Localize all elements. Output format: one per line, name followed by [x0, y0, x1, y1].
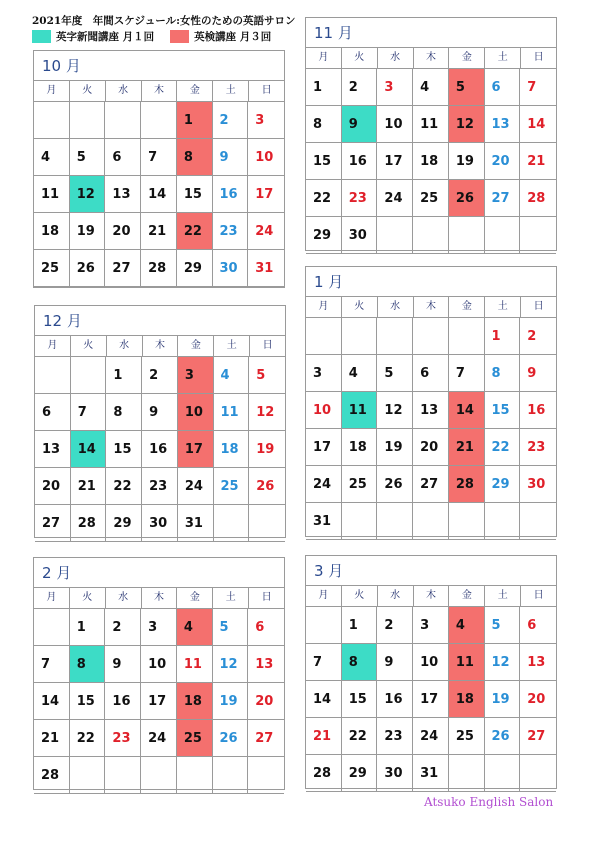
day-cell: 6 — [35, 394, 71, 431]
day-cell: 18 — [214, 431, 250, 468]
day-cell: 27 — [248, 720, 284, 757]
footer-brand: Atsuko English Salon — [424, 795, 554, 809]
day-cell: 16 — [377, 681, 413, 718]
day-cell: 18 — [177, 683, 213, 720]
day-cell: 5 — [213, 609, 249, 646]
day-grid — [35, 357, 285, 542]
empty-cell — [306, 607, 342, 644]
legend-label-shinbun: 英字新聞講座 月１回 — [56, 31, 155, 43]
day-cell: 15 — [106, 431, 142, 468]
day-cell: 19 — [70, 213, 106, 250]
day-cell: 5 — [449, 69, 485, 106]
weekday-label: 水 — [378, 48, 414, 68]
empty-cell — [141, 757, 177, 794]
weekday-label: 金 — [449, 297, 485, 317]
month-title: 3 月 — [306, 556, 556, 586]
weekday-label: 水 — [378, 297, 414, 317]
day-cell: 12 — [70, 176, 106, 213]
day-cell: 20 — [105, 213, 141, 250]
empty-cell — [520, 755, 556, 792]
day-cell: 7 — [449, 355, 485, 392]
day-cell: 20 — [35, 468, 71, 505]
weekday-label: 土 — [213, 588, 249, 608]
day-cell: 22 — [106, 468, 142, 505]
day-cell: 14 — [34, 683, 70, 720]
empty-cell — [105, 102, 141, 139]
day-cell: 14 — [306, 681, 342, 718]
day-cell: 28 — [34, 757, 70, 794]
legend-swatch-eiken — [170, 30, 189, 43]
day-cell: 9 — [105, 646, 141, 683]
day-cell: 6 — [520, 607, 556, 644]
day-cell: 26 — [70, 250, 106, 287]
empty-cell — [342, 318, 378, 355]
legend-swatch-shinbun — [32, 30, 51, 43]
day-cell: 10 — [377, 106, 413, 143]
day-cell: 28 — [141, 250, 177, 287]
empty-cell — [177, 757, 213, 794]
day-cell: 21 — [34, 720, 70, 757]
empty-cell — [449, 217, 485, 254]
day-cell: 27 — [35, 505, 71, 542]
day-cell: 9 — [377, 644, 413, 681]
empty-cell — [34, 609, 70, 646]
calendar-march — [305, 555, 557, 789]
day-cell: 26 — [485, 718, 521, 755]
day-cell: 29 — [306, 217, 342, 254]
empty-cell — [71, 357, 107, 394]
day-cell: 11 — [342, 392, 378, 429]
day-cell: 10 — [413, 644, 449, 681]
day-cell: 19 — [449, 143, 485, 180]
day-cell: 10 — [306, 392, 342, 429]
empty-cell — [413, 503, 449, 540]
weekday-label: 木 — [414, 48, 450, 68]
day-cell: 31 — [413, 755, 449, 792]
empty-cell — [377, 217, 413, 254]
day-cell: 22 — [306, 180, 342, 217]
day-cell: 17 — [178, 431, 214, 468]
empty-cell — [35, 357, 71, 394]
weekday-label: 火 — [70, 588, 106, 608]
weekday-label: 土 — [485, 48, 521, 68]
day-cell: 26 — [449, 180, 485, 217]
day-cell: 15 — [177, 176, 213, 213]
calendar-november — [305, 17, 557, 251]
day-grid — [34, 102, 284, 287]
weekday-label: 火 — [70, 81, 106, 101]
day-cell: 7 — [141, 139, 177, 176]
day-cell: 26 — [377, 466, 413, 503]
day-cell: 21 — [449, 429, 485, 466]
day-cell: 8 — [177, 139, 213, 176]
empty-cell — [342, 503, 378, 540]
day-cell: 2 — [342, 69, 378, 106]
day-cell: 27 — [485, 180, 521, 217]
empty-cell — [449, 503, 485, 540]
weekday-label: 水 — [106, 588, 142, 608]
day-cell: 23 — [377, 718, 413, 755]
weekday-label: 土 — [213, 81, 249, 101]
day-cell: 29 — [177, 250, 213, 287]
day-cell: 19 — [485, 681, 521, 718]
weekday-label: 日 — [261, 85, 272, 96]
day-cell: 22 — [177, 213, 213, 250]
weekday-header — [34, 588, 284, 609]
day-cell: 2 — [142, 357, 178, 394]
day-cell: 12 — [449, 106, 485, 143]
month-title: 11 月 — [306, 18, 556, 48]
day-cell: 24 — [178, 468, 214, 505]
day-cell: 5 — [485, 607, 521, 644]
day-cell: 20 — [485, 143, 521, 180]
month-title: 1 月 — [306, 267, 556, 297]
day-cell: 3 — [306, 355, 342, 392]
calendar-october — [33, 50, 285, 288]
day-cell: 3 — [178, 357, 214, 394]
day-cell: 11 — [449, 644, 485, 681]
day-cell: 20 — [248, 683, 284, 720]
day-cell: 22 — [70, 720, 106, 757]
day-cell: 5 — [249, 357, 285, 394]
day-cell: 1 — [177, 102, 213, 139]
day-cell: 21 — [306, 718, 342, 755]
day-cell: 24 — [413, 718, 449, 755]
day-cell: 20 — [520, 681, 556, 718]
weekday-label: 水 — [378, 586, 414, 606]
day-cell: 4 — [177, 609, 213, 646]
day-cell: 24 — [377, 180, 413, 217]
day-cell: 24 — [306, 466, 342, 503]
day-cell: 16 — [520, 392, 556, 429]
day-cell: 12 — [377, 392, 413, 429]
weekday-label: 水 — [106, 81, 142, 101]
empty-cell — [485, 503, 521, 540]
day-cell: 4 — [449, 607, 485, 644]
day-cell: 6 — [413, 355, 449, 392]
day-cell: 18 — [449, 681, 485, 718]
day-cell: 28 — [449, 466, 485, 503]
day-cell: 16 — [142, 431, 178, 468]
empty-cell — [105, 757, 141, 794]
day-cell: 13 — [35, 431, 71, 468]
day-cell: 19 — [213, 683, 249, 720]
day-cell: 13 — [248, 646, 284, 683]
empty-cell — [377, 318, 413, 355]
day-cell: 4 — [214, 357, 250, 394]
weekday-header — [306, 586, 556, 607]
calendar-january — [305, 266, 557, 537]
day-cell: 1 — [306, 69, 342, 106]
day-cell: 13 — [485, 106, 521, 143]
day-cell: 27 — [413, 466, 449, 503]
weekday-label: 日 — [533, 590, 544, 601]
day-cell: 8 — [70, 646, 106, 683]
weekday-label: 日 — [533, 52, 544, 63]
day-cell: 5 — [377, 355, 413, 392]
day-cell: 21 — [141, 213, 177, 250]
day-cell: 8 — [342, 644, 378, 681]
day-cell: 28 — [520, 180, 556, 217]
month-title: 10 月 — [34, 51, 284, 81]
day-cell: 30 — [142, 505, 178, 542]
day-cell: 11 — [214, 394, 250, 431]
day-cell: 7 — [71, 394, 107, 431]
weekday-header — [306, 48, 556, 69]
day-cell: 1 — [342, 607, 378, 644]
day-cell: 17 — [248, 176, 284, 213]
day-cell: 18 — [34, 213, 70, 250]
day-cell: 21 — [520, 143, 556, 180]
day-cell: 27 — [105, 250, 141, 287]
legend — [32, 29, 271, 44]
day-cell: 12 — [249, 394, 285, 431]
weekday-label: 土 — [485, 586, 521, 606]
day-cell: 25 — [449, 718, 485, 755]
day-cell: 12 — [213, 646, 249, 683]
weekday-header — [306, 297, 556, 318]
day-cell: 9 — [213, 139, 249, 176]
day-cell: 31 — [306, 503, 342, 540]
day-cell: 19 — [377, 429, 413, 466]
day-cell: 3 — [141, 609, 177, 646]
day-cell: 14 — [520, 106, 556, 143]
day-cell: 14 — [71, 431, 107, 468]
day-grid — [306, 318, 556, 540]
weekday-label: 火 — [71, 336, 107, 356]
day-cell: 13 — [413, 392, 449, 429]
day-cell: 23 — [342, 180, 378, 217]
empty-cell — [214, 505, 250, 542]
empty-cell — [449, 755, 485, 792]
weekday-label: 土 — [485, 297, 521, 317]
legend-label-eiken: 英検講座 月３回 — [194, 31, 272, 43]
empty-cell — [70, 102, 106, 139]
day-cell: 25 — [177, 720, 213, 757]
day-cell: 24 — [248, 213, 284, 250]
day-cell: 7 — [306, 644, 342, 681]
day-cell: 11 — [34, 176, 70, 213]
weekday-header — [34, 81, 284, 102]
day-cell: 16 — [342, 143, 378, 180]
day-cell: 17 — [413, 681, 449, 718]
day-cell: 23 — [105, 720, 141, 757]
day-cell: 10 — [178, 394, 214, 431]
empty-cell — [306, 318, 342, 355]
day-cell: 24 — [141, 720, 177, 757]
day-cell: 16 — [105, 683, 141, 720]
weekday-label: 月 — [34, 81, 70, 101]
day-cell: 1 — [70, 609, 106, 646]
weekday-label: 月 — [35, 336, 71, 356]
day-cell: 2 — [520, 318, 556, 355]
day-cell: 16 — [213, 176, 249, 213]
day-cell: 31 — [178, 505, 214, 542]
weekday-label: 金 — [449, 48, 485, 68]
day-cell: 25 — [214, 468, 250, 505]
weekday-label: 月 — [34, 588, 70, 608]
calendar-february — [33, 557, 285, 790]
empty-cell — [413, 318, 449, 355]
day-cell: 26 — [249, 468, 285, 505]
day-grid — [34, 609, 284, 794]
empty-cell — [485, 755, 521, 792]
day-cell: 22 — [485, 429, 521, 466]
weekday-label: 金 — [178, 336, 214, 356]
day-cell: 29 — [106, 505, 142, 542]
weekday-label: 金 — [177, 81, 213, 101]
empty-cell — [34, 102, 70, 139]
day-cell: 28 — [306, 755, 342, 792]
weekday-label: 日 — [533, 301, 544, 312]
day-cell: 13 — [105, 176, 141, 213]
empty-cell — [449, 318, 485, 355]
day-cell: 29 — [342, 755, 378, 792]
day-cell: 13 — [520, 644, 556, 681]
day-cell: 11 — [177, 646, 213, 683]
day-cell: 14 — [141, 176, 177, 213]
day-cell: 23 — [142, 468, 178, 505]
day-cell: 6 — [485, 69, 521, 106]
day-cell: 17 — [141, 683, 177, 720]
weekday-label: 土 — [214, 336, 250, 356]
day-cell: 30 — [520, 466, 556, 503]
day-cell: 26 — [213, 720, 249, 757]
day-cell: 25 — [34, 250, 70, 287]
day-cell: 21 — [71, 468, 107, 505]
day-cell: 22 — [342, 718, 378, 755]
empty-cell — [520, 217, 556, 254]
day-cell: 3 — [377, 69, 413, 106]
weekday-label: 木 — [142, 81, 178, 101]
weekday-label: 火 — [342, 586, 378, 606]
calendar-december — [34, 305, 286, 538]
day-cell: 7 — [520, 69, 556, 106]
day-cell: 30 — [213, 250, 249, 287]
weekday-label: 木 — [414, 297, 450, 317]
weekday-label: 水 — [107, 336, 143, 356]
day-cell: 25 — [413, 180, 449, 217]
day-cell: 9 — [520, 355, 556, 392]
weekday-label: 金 — [177, 588, 213, 608]
weekday-header — [35, 336, 285, 357]
day-cell: 10 — [248, 139, 284, 176]
day-cell: 18 — [342, 429, 378, 466]
day-cell: 1 — [106, 357, 142, 394]
day-cell: 25 — [342, 466, 378, 503]
day-cell: 7 — [34, 646, 70, 683]
day-cell: 6 — [105, 139, 141, 176]
weekday-label: 月 — [306, 48, 342, 68]
day-cell: 15 — [485, 392, 521, 429]
empty-cell — [485, 217, 521, 254]
day-cell: 23 — [213, 213, 249, 250]
day-cell: 11 — [413, 106, 449, 143]
weekday-label: 木 — [143, 336, 179, 356]
weekday-label: 金 — [449, 586, 485, 606]
day-cell: 17 — [377, 143, 413, 180]
empty-cell — [70, 757, 106, 794]
day-cell: 8 — [106, 394, 142, 431]
day-cell: 17 — [306, 429, 342, 466]
weekday-label: 月 — [306, 297, 342, 317]
empty-cell — [248, 757, 284, 794]
day-cell: 9 — [342, 106, 378, 143]
day-cell: 3 — [248, 102, 284, 139]
day-cell: 8 — [485, 355, 521, 392]
empty-cell — [413, 217, 449, 254]
day-cell: 4 — [342, 355, 378, 392]
day-cell: 4 — [34, 139, 70, 176]
weekday-label: 木 — [142, 588, 178, 608]
weekday-label: 火 — [342, 48, 378, 68]
day-cell: 5 — [70, 139, 106, 176]
page-title: 2021年度 年間スケジュール:女性のための英語サロン — [32, 15, 296, 27]
weekday-label: 木 — [414, 586, 450, 606]
day-cell: 27 — [520, 718, 556, 755]
day-cell: 15 — [70, 683, 106, 720]
day-cell: 19 — [249, 431, 285, 468]
month-title: 12 月 — [35, 306, 285, 336]
day-cell: 9 — [142, 394, 178, 431]
day-cell: 14 — [449, 392, 485, 429]
day-cell: 2 — [377, 607, 413, 644]
weekday-label: 火 — [342, 297, 378, 317]
empty-cell — [249, 505, 285, 542]
empty-cell — [377, 503, 413, 540]
day-cell: 30 — [377, 755, 413, 792]
day-cell: 12 — [485, 644, 521, 681]
day-cell: 6 — [248, 609, 284, 646]
empty-cell — [141, 102, 177, 139]
day-cell: 23 — [520, 429, 556, 466]
day-cell: 29 — [485, 466, 521, 503]
day-cell: 31 — [248, 250, 284, 287]
day-cell: 4 — [413, 69, 449, 106]
day-cell: 30 — [342, 217, 378, 254]
day-cell: 2 — [213, 102, 249, 139]
day-cell: 15 — [342, 681, 378, 718]
day-cell: 18 — [413, 143, 449, 180]
day-cell: 10 — [141, 646, 177, 683]
weekday-label: 日 — [261, 592, 272, 603]
day-grid — [306, 607, 556, 792]
day-cell: 2 — [105, 609, 141, 646]
weekday-label: 月 — [306, 586, 342, 606]
day-cell: 20 — [413, 429, 449, 466]
month-title: 2 月 — [34, 558, 284, 588]
day-cell: 15 — [306, 143, 342, 180]
day-cell: 1 — [485, 318, 521, 355]
empty-cell — [520, 503, 556, 540]
weekday-label: 日 — [262, 340, 273, 351]
day-cell: 3 — [413, 607, 449, 644]
empty-cell — [213, 757, 249, 794]
day-cell: 28 — [71, 505, 107, 542]
day-grid — [306, 69, 556, 254]
day-cell: 8 — [306, 106, 342, 143]
